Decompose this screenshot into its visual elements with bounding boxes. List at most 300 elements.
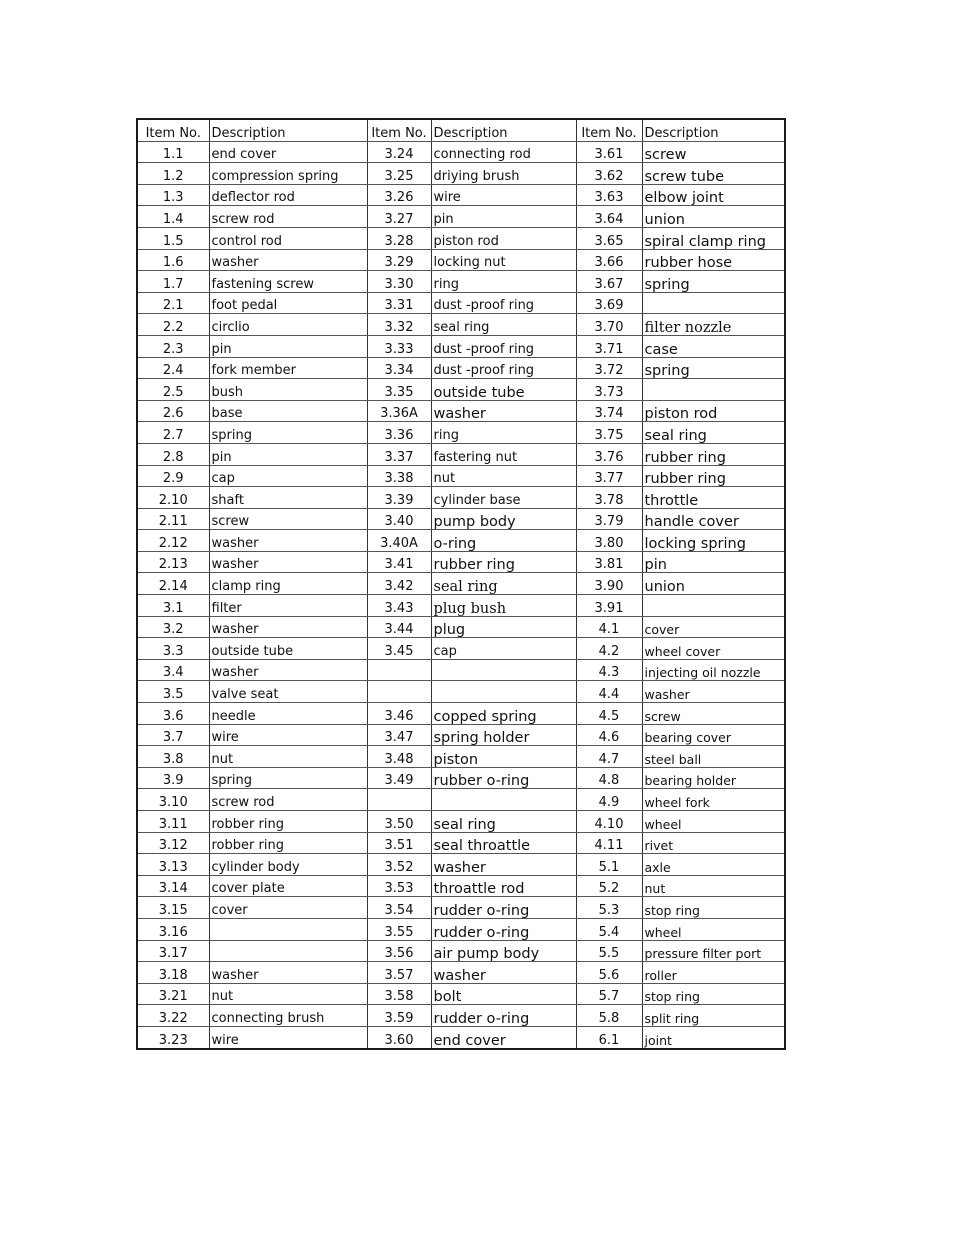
table-row [137,487,785,509]
cell-description-1: connecting brush [209,1005,367,1027]
cell-item-no-1: 2.3 [137,335,209,357]
cell-item-no-3: 4.9 [576,789,642,811]
table-row [137,141,785,163]
cell-item-no-1: 3.16 [137,918,209,940]
cell-description-1: deflector rod [209,184,367,206]
cell-item-no-2: 3.48 [367,746,431,768]
cell-description-2: seal throattle [431,832,576,854]
cell-description-2: dust -proof ring [431,357,576,379]
cell-item-no-2: 3.46 [367,703,431,725]
cell-item-no-3: 3.78 [576,487,642,509]
cell-description-2: throattle rod [431,875,576,897]
cell-description-3: pin [642,551,785,573]
table-row [137,918,785,940]
cell-item-no-2 [367,681,431,703]
cell-description-2: cap [431,638,576,660]
cell-description-1: screw [209,508,367,530]
table-row [137,206,785,228]
cell-description-1: circlio [209,314,367,336]
cell-description-3: washer [642,681,785,703]
cell-item-no-1: 3.17 [137,940,209,962]
cell-item-no-3: 5.3 [576,897,642,919]
cell-item-no-1: 1.4 [137,206,209,228]
cell-description-2: pin [431,206,576,228]
table-row [137,314,785,336]
cell-item-no-1: 2.5 [137,379,209,401]
cell-description-1: screw rod [209,789,367,811]
cell-item-no-1: 2.8 [137,443,209,465]
cell-item-no-1: 1.7 [137,271,209,293]
cell-item-no-2: 3.24 [367,141,431,163]
cell-description-1: compression spring [209,163,367,185]
cell-description-2: rubber o-ring [431,767,576,789]
cell-item-no-2: 3.44 [367,616,431,638]
table-row [137,789,785,811]
header-item-no-3: Item No. [576,119,642,141]
cell-item-no-3: 3.75 [576,422,642,444]
table-row [137,465,785,487]
cell-item-no-3: 4.11 [576,832,642,854]
cell-description-1: robber ring [209,811,367,833]
cell-description-2: copped spring [431,703,576,725]
cell-item-no-2: 3.42 [367,573,431,595]
cell-description-2: plug [431,616,576,638]
cell-item-no-1: 2.9 [137,465,209,487]
cell-item-no-2: 3.56 [367,940,431,962]
cell-item-no-3: 3.70 [576,314,642,336]
cell-description-3: steel ball [642,746,785,768]
cell-description-3: split ring [642,1005,785,1027]
table-row [137,595,785,617]
cell-description-2: dust -proof ring [431,292,576,314]
cell-item-no-1: 2.11 [137,508,209,530]
cell-description-1: needle [209,703,367,725]
cell-description-2: cylinder base [431,487,576,509]
table-row [137,530,785,552]
table-row [137,983,785,1005]
cell-item-no-2: 3.37 [367,443,431,465]
cell-item-no-1: 3.1 [137,595,209,617]
cell-description-3: spiral clamp ring [642,227,785,249]
cell-description-3: seal ring [642,422,785,444]
cell-item-no-1: 2.4 [137,357,209,379]
cell-description-1: spring [209,767,367,789]
table-row [137,551,785,573]
cell-description-1: robber ring [209,832,367,854]
table-row [137,400,785,422]
header-description-2: Description [431,119,576,141]
cell-description-3: wheel cover [642,638,785,660]
cell-item-no-2: 3.40A [367,530,431,552]
cell-description-2: ring [431,271,576,293]
cell-description-3: screw tube [642,163,785,185]
cell-description-3: stop ring [642,897,785,919]
table-row [137,746,785,768]
cell-description-3: wheel [642,918,785,940]
table-row [137,271,785,293]
cell-item-no-1: 3.6 [137,703,209,725]
cell-description-3: screw [642,141,785,163]
cell-description-2: driying brush [431,163,576,185]
cell-description-1: fastening screw [209,271,367,293]
table-row [137,616,785,638]
cell-item-no-2: 3.33 [367,335,431,357]
cell-item-no-3: 3.67 [576,271,642,293]
cell-item-no-3: 4.5 [576,703,642,725]
cell-item-no-2: 3.28 [367,227,431,249]
cell-item-no-2: 3.38 [367,465,431,487]
cell-description-2: rubber ring [431,551,576,573]
table-row [137,1026,785,1048]
cell-description-2: washer [431,962,576,984]
cell-description-3: nut [642,875,785,897]
cell-item-no-2: 3.41 [367,551,431,573]
cell-description-2: end cover [431,1026,576,1048]
cell-description-1: pin [209,443,367,465]
cell-item-no-1: 2.10 [137,487,209,509]
cell-description-1: pin [209,335,367,357]
cell-description-3: roller [642,962,785,984]
table-row [137,292,785,314]
cell-item-no-2: 3.31 [367,292,431,314]
header-description-3: Description [642,119,785,141]
cell-item-no-2: 3.30 [367,271,431,293]
cell-item-no-2: 3.32 [367,314,431,336]
cell-item-no-1: 3.18 [137,962,209,984]
cell-item-no-1: 3.10 [137,789,209,811]
cell-item-no-3: 3.62 [576,163,642,185]
table-row [137,422,785,444]
cell-item-no-1: 3.12 [137,832,209,854]
cell-item-no-1: 3.8 [137,746,209,768]
cell-item-no-3: 5.7 [576,983,642,1005]
cell-item-no-2: 3.29 [367,249,431,271]
cell-description-3: throttle [642,487,785,509]
cell-item-no-3: 6.1 [576,1026,642,1048]
cell-item-no-3: 5.8 [576,1005,642,1027]
cell-item-no-3: 3.64 [576,206,642,228]
cell-description-3: joint [642,1026,785,1048]
cell-description-3: stop ring [642,983,785,1005]
table-row [137,659,785,681]
cell-description-1 [209,940,367,962]
cell-description-2: fastering nut [431,443,576,465]
table-row [137,249,785,271]
cell-description-3: pressure filter port [642,940,785,962]
table-header-row [137,119,785,141]
cell-description-3: case [642,335,785,357]
table-row [137,897,785,919]
cell-description-2: seal ring [431,314,576,336]
cell-description-1: clamp ring [209,573,367,595]
cell-item-no-3: 5.1 [576,854,642,876]
cell-description-2: seal ring [431,811,576,833]
cell-description-1: screw rod [209,206,367,228]
cell-description-2: rudder o-ring [431,897,576,919]
cell-description-2: piston rod [431,227,576,249]
table-row [137,875,785,897]
cell-description-1: valve seat [209,681,367,703]
cell-description-3: injecting oil nozzle [642,659,785,681]
table-row [137,335,785,357]
cell-item-no-1: 2.2 [137,314,209,336]
cell-item-no-2 [367,789,431,811]
table-row [137,767,785,789]
header-item-no-1: Item No. [137,119,209,141]
table-row [137,184,785,206]
cell-item-no-3: 3.65 [576,227,642,249]
cell-item-no-1: 3.4 [137,659,209,681]
cell-description-2: air pump body [431,940,576,962]
table-row [137,379,785,401]
cell-description-1: cover plate [209,875,367,897]
cell-description-1: spring [209,422,367,444]
cell-description-2: rudder o-ring [431,1005,576,1027]
cell-item-no-1: 3.7 [137,724,209,746]
cell-item-no-3: 4.6 [576,724,642,746]
table-row [137,811,785,833]
cell-description-2: connecting rod [431,141,576,163]
cell-description-1: bush [209,379,367,401]
header-description-1: Description [209,119,367,141]
table-row [137,940,785,962]
cell-description-3: elbow joint [642,184,785,206]
cell-item-no-3: 3.76 [576,443,642,465]
table-row [137,724,785,746]
cell-item-no-1: 2.1 [137,292,209,314]
cell-description-1: cap [209,465,367,487]
cell-item-no-1: 1.1 [137,141,209,163]
cell-item-no-1: 3.13 [137,854,209,876]
cell-description-1: washer [209,249,367,271]
cell-item-no-3: 4.2 [576,638,642,660]
cell-description-2: washer [431,400,576,422]
cell-item-no-3: 5.6 [576,962,642,984]
cell-item-no-3: 3.90 [576,573,642,595]
table-row [137,681,785,703]
table-row [137,357,785,379]
cell-description-3: spring [642,357,785,379]
cell-description-3: axle [642,854,785,876]
cell-description-1: shaft [209,487,367,509]
cell-description-1: outside tube [209,638,367,660]
cell-item-no-2: 3.53 [367,875,431,897]
parts-list-table [136,118,786,1050]
cell-item-no-3: 3.61 [576,141,642,163]
cell-description-3: rubber hose [642,249,785,271]
cell-description-2: bolt [431,983,576,1005]
cell-description-3 [642,379,785,401]
cell-description-1: nut [209,983,367,1005]
cell-item-no-1: 2.7 [137,422,209,444]
cell-item-no-2: 3.43 [367,595,431,617]
cell-description-1: wire [209,1026,367,1048]
cell-description-3: rivet [642,832,785,854]
table-row [137,227,785,249]
cell-item-no-3: 3.91 [576,595,642,617]
cell-description-1: washer [209,962,367,984]
cell-description-2 [431,681,576,703]
cell-description-1: nut [209,746,367,768]
cell-item-no-1: 3.2 [137,616,209,638]
cell-item-no-2: 3.36 [367,422,431,444]
cell-description-2: rudder o-ring [431,918,576,940]
cell-item-no-2: 3.55 [367,918,431,940]
cell-description-3: rubber ring [642,443,785,465]
cell-description-2: piston [431,746,576,768]
cell-item-no-2: 3.49 [367,767,431,789]
cell-description-3: spring [642,271,785,293]
cell-description-1: end cover [209,141,367,163]
table-row [137,508,785,530]
table-row [137,443,785,465]
cell-description-2: o-ring [431,530,576,552]
table-row [137,638,785,660]
cell-item-no-1: 3.23 [137,1026,209,1048]
cell-description-3: handle cover [642,508,785,530]
cell-description-2: dust -proof ring [431,335,576,357]
cell-item-no-1: 1.3 [137,184,209,206]
cell-description-3: union [642,206,785,228]
cell-item-no-3: 5.2 [576,875,642,897]
table-row [137,1005,785,1027]
cell-description-1: washer [209,530,367,552]
table-row [137,832,785,854]
cell-item-no-3: 4.1 [576,616,642,638]
cell-item-no-3: 4.8 [576,767,642,789]
cell-item-no-1: 3.9 [137,767,209,789]
cell-item-no-3: 3.73 [576,379,642,401]
cell-description-3: wheel [642,811,785,833]
cell-item-no-3: 5.4 [576,918,642,940]
cell-description-3: bearing cover [642,724,785,746]
cell-description-1: cover [209,897,367,919]
cell-item-no-1: 2.13 [137,551,209,573]
cell-item-no-3: 3.66 [576,249,642,271]
header-item-no-2: Item No. [367,119,431,141]
table-row [137,163,785,185]
cell-description-1: washer [209,551,367,573]
cell-item-no-1: 3.3 [137,638,209,660]
cell-item-no-2: 3.25 [367,163,431,185]
cell-item-no-1: 1.6 [137,249,209,271]
cell-description-1 [209,918,367,940]
cell-description-2: nut [431,465,576,487]
cell-item-no-1: 2.6 [137,400,209,422]
cell-item-no-3: 3.81 [576,551,642,573]
cell-description-1: filter [209,595,367,617]
cell-description-3: locking spring [642,530,785,552]
cell-item-no-2: 3.45 [367,638,431,660]
cell-item-no-2: 3.27 [367,206,431,228]
cell-description-1: washer [209,616,367,638]
cell-item-no-1: 3.11 [137,811,209,833]
cell-item-no-3: 3.74 [576,400,642,422]
cell-item-no-2: 3.50 [367,811,431,833]
table-row [137,854,785,876]
cell-item-no-2: 3.52 [367,854,431,876]
cell-item-no-3: 3.69 [576,292,642,314]
cell-item-no-1: 3.22 [137,1005,209,1027]
table-row [137,573,785,595]
cell-description-2: washer [431,854,576,876]
cell-item-no-2: 3.57 [367,962,431,984]
table-body [137,141,785,1048]
cell-description-3 [642,595,785,617]
cell-description-3: screw [642,703,785,725]
cell-description-1: foot pedal [209,292,367,314]
cell-item-no-2 [367,659,431,681]
cell-description-2: seal ring [431,573,576,595]
cell-item-no-3: 4.7 [576,746,642,768]
table-row [137,703,785,725]
cell-item-no-1: 3.21 [137,983,209,1005]
cell-description-2 [431,659,576,681]
cell-description-2: spring holder [431,724,576,746]
cell-item-no-1: 3.5 [137,681,209,703]
cell-item-no-2: 3.58 [367,983,431,1005]
cell-item-no-3: 3.77 [576,465,642,487]
cell-item-no-3: 3.63 [576,184,642,206]
cell-item-no-3: 4.3 [576,659,642,681]
cell-item-no-2: 3.39 [367,487,431,509]
cell-item-no-2: 3.40 [367,508,431,530]
table-row [137,962,785,984]
cell-description-1: cylinder body [209,854,367,876]
cell-description-2: ring [431,422,576,444]
cell-item-no-2: 3.26 [367,184,431,206]
cell-description-2 [431,789,576,811]
cell-description-3: rubber ring [642,465,785,487]
cell-item-no-1: 2.12 [137,530,209,552]
cell-description-1: control rod [209,227,367,249]
cell-description-2: pump body [431,508,576,530]
cell-item-no-3: 3.79 [576,508,642,530]
cell-item-no-2: 3.35 [367,379,431,401]
cell-description-1: base [209,400,367,422]
cell-item-no-2: 3.59 [367,1005,431,1027]
cell-description-3: cover [642,616,785,638]
cell-item-no-1: 2.14 [137,573,209,595]
cell-item-no-1: 3.15 [137,897,209,919]
cell-item-no-1: 3.14 [137,875,209,897]
cell-description-3 [642,292,785,314]
cell-description-3: union [642,573,785,595]
cell-item-no-1: 1.2 [137,163,209,185]
cell-item-no-2: 3.34 [367,357,431,379]
cell-item-no-3: 4.10 [576,811,642,833]
cell-item-no-3: 4.4 [576,681,642,703]
cell-item-no-2: 3.51 [367,832,431,854]
cell-description-3: filter nozzle [642,314,785,336]
cell-description-3: wheel fork [642,789,785,811]
cell-item-no-3: 5.5 [576,940,642,962]
cell-description-1: wire [209,724,367,746]
cell-description-3: bearing holder [642,767,785,789]
cell-description-2: locking nut [431,249,576,271]
cell-item-no-3: 3.72 [576,357,642,379]
cell-description-3: piston rod [642,400,785,422]
cell-item-no-2: 3.60 [367,1026,431,1048]
cell-description-1: washer [209,659,367,681]
cell-item-no-2: 3.54 [367,897,431,919]
cell-item-no-3: 3.80 [576,530,642,552]
cell-description-2: outside tube [431,379,576,401]
cell-item-no-1: 1.5 [137,227,209,249]
cell-item-no-2: 3.47 [367,724,431,746]
cell-description-1: fork member [209,357,367,379]
cell-description-2: plug bush [431,595,576,617]
